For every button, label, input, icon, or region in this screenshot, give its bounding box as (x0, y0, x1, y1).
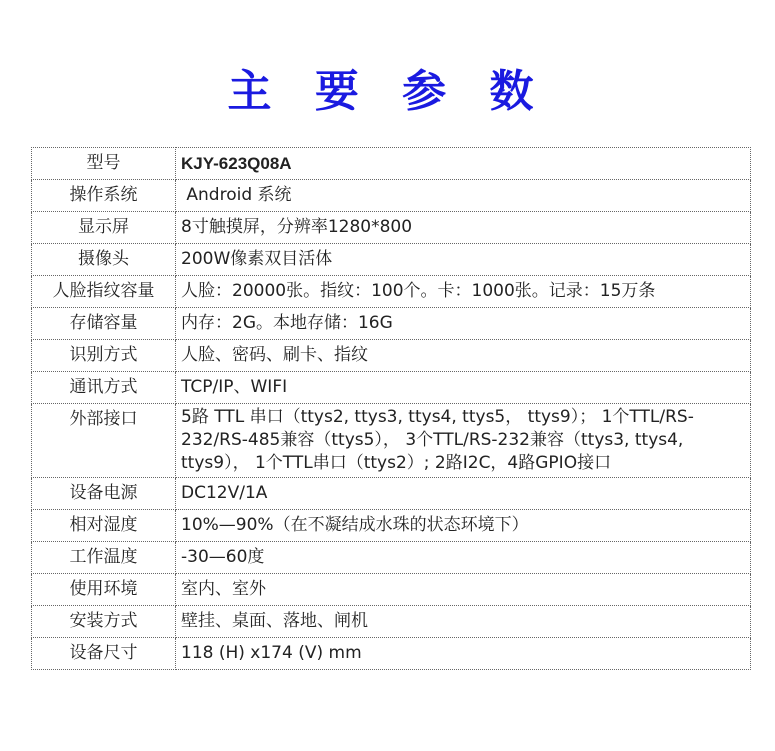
spec-label: 相对湿度 (32, 510, 176, 542)
table-row (32, 148, 751, 180)
spec-label: 操作系统 (32, 180, 176, 212)
spec-value: 人脸、密码、刷卡、指纹 (176, 340, 751, 372)
table-row (32, 276, 751, 308)
spec-table (31, 147, 751, 670)
spec-label: 通讯方式 (32, 372, 176, 404)
table-row (32, 212, 751, 244)
spec-value: 人脸：20000张。指纹：100个。卡：1000张。记录：15万条 (176, 276, 751, 308)
spec-value: TCP/IP、WIFI (176, 372, 751, 404)
spec-value: Android 系统 (176, 180, 751, 212)
spec-label: 设备尺寸 (32, 638, 176, 670)
spec-label: 人脸指纹容量 (32, 276, 176, 308)
spec-value: 室内、室外 (176, 574, 751, 606)
table-row (32, 340, 751, 372)
spec-value: 200W像素双目活体 (176, 244, 751, 276)
spec-label: 外部接口 (32, 404, 176, 478)
table-row (32, 308, 751, 340)
spec-label: 使用环境 (32, 574, 176, 606)
spec-label: 存储容量 (32, 308, 176, 340)
spec-value: 10%—90%（在不凝结成水珠的状态环境下） (176, 510, 751, 542)
spec-label: 识别方式 (32, 340, 176, 372)
spec-label: 显示屏 (32, 212, 176, 244)
table-row (32, 404, 751, 478)
table-row (32, 574, 751, 606)
table-row (32, 478, 751, 510)
table-row (32, 244, 751, 276)
spec-value: DC12V/1A (176, 478, 751, 510)
spec-value: -30—60度 (176, 542, 751, 574)
table-row (32, 542, 751, 574)
spec-value: 118 (H) x174 (V) mm (176, 638, 751, 670)
page-title: 主 要 参 数 (227, 66, 548, 117)
spec-value: KJY-623Q08A (176, 148, 751, 180)
spec-label: 型号 (32, 148, 176, 180)
spec-label: 设备电源 (32, 478, 176, 510)
table-row (32, 372, 751, 404)
table-row (32, 606, 751, 638)
table-row (32, 638, 751, 670)
spec-label: 摄像头 (32, 244, 176, 276)
spec-value: 壁挂、桌面、落地、闸机 (176, 606, 751, 638)
spec-value: 8寸触摸屏，分辨率1280*800 (176, 212, 751, 244)
spec-value: 内存：2G。本地存储：16G (176, 308, 751, 340)
spec-label: 工作温度 (32, 542, 176, 574)
table-row (32, 510, 751, 542)
table-row (32, 180, 751, 212)
spec-label: 安装方式 (32, 606, 176, 638)
spec-value: 5路 TTL 串口（ttys2, ttys3, ttys4, ttys5， ttys9）； 1个TTL/RS-232/RS-485兼容（ttys5）， 3个TTL/RS-232兼容（ttys3, ttys4, ttys9）， 1个TTL串口（ttys2）; 2路I2C，4路GPIO接口 (176, 404, 751, 478)
